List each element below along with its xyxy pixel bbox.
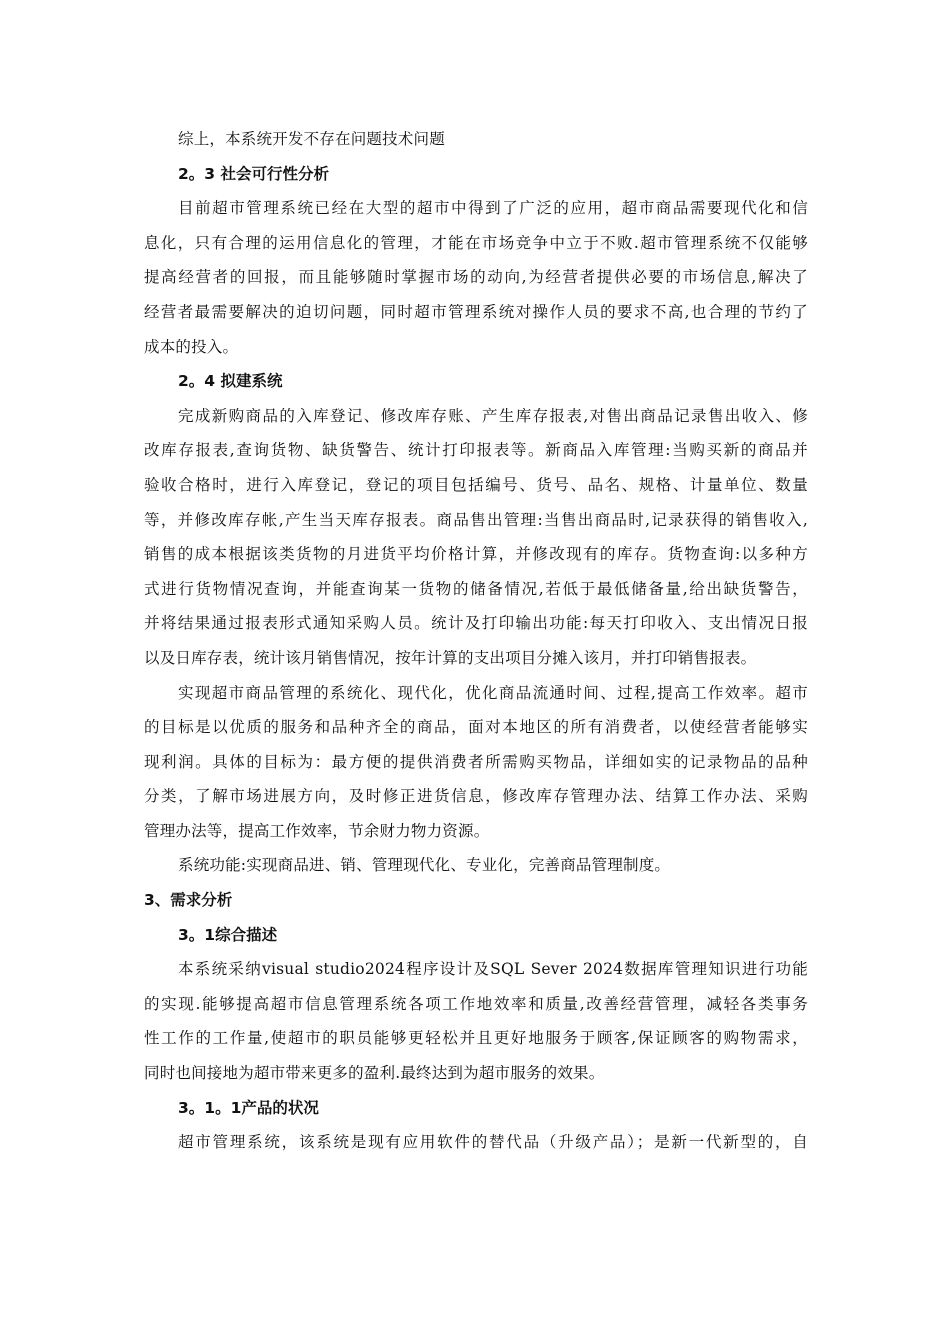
paragraph-line: 实现超市商品管理的系统化、现代化，优化商品流通时间、过程,提高工作效率。超市 — [178, 683, 808, 702]
document-body — [144, 122, 808, 1160]
paragraph-line: 销售的成本根据该类货物的月进货平均价格计算，并修改现有的库存。货物查询:以多种方 — [144, 545, 808, 564]
paragraph-line: 经营者最需要解决的迫切问题，同时超市管理系统对操作人员的要求不高,也合理的节约了 — [144, 302, 808, 321]
paragraph-line: 提高经营者的回报，而且能够随时掌握市场的动向,为经营者提供必要的市场信息,解决了 — [144, 268, 808, 287]
paragraph-line: 等，并修改库存帐,产生当天库存报表。商品售出管理:当售出商品时,记录获得的销售收入, — [144, 510, 808, 529]
paragraph — [144, 952, 808, 1090]
subsection-heading: 3。1。1产品的状况 — [178, 1098, 319, 1117]
paragraph-line: 的目标是以优质的服务和品种齐全的商品，面对本地区的所有消费者，以使经营者能够实 — [144, 718, 808, 737]
subsection-heading: 2。3 社会可行性分析 — [178, 164, 329, 183]
paragraph-line: 分类，了解市场进展方向，及时修正进货信息，修改库存管理办法、结算工作办法、采购 — [144, 787, 808, 806]
paragraph-line: 现利润。具体的目标为：最方便的提供消费者所需购买物品，详细如实的记录物品的品种 — [144, 752, 808, 771]
paragraph — [144, 191, 808, 364]
paragraph — [144, 399, 808, 676]
subsection-heading: 2。4 拟建系统 — [178, 372, 283, 391]
section-heading: 3、需求分析 — [144, 891, 233, 910]
paragraph-line: 并将结果通过报表形式通知采购人员。统计及打印输出功能:每天打印收入、支出情况日报 — [144, 614, 808, 633]
paragraph-line: 系统功能:实现商品进、销、管理现代化、专业化，完善商品管理制度。 — [178, 856, 671, 875]
paragraph-line: 验收合格时，进行入库登记，登记的项目包括编号、货号、品名、规格、计量单位、数量 — [144, 475, 808, 494]
paragraph-line: 综上，本系统开发不存在问题技术问题 — [178, 130, 445, 148]
paragraph — [144, 1125, 808, 1160]
paragraph-line: 管理办法等，提高工作效率，节余财力物力资源。 — [144, 821, 490, 840]
paragraph — [144, 122, 808, 157]
paragraph-line: 完成新购商品的入库登记、修改库存账、产生库存报表,对售出商品记录售出收入、修 — [178, 406, 808, 425]
paragraph-line: 同时也间接地为超市带来更多的盈利.最终达到为超市服务的效果。 — [144, 1064, 605, 1083]
paragraph-line: 目前超市管理系统已经在大型的超市中得到了广泛的应用，超市商品需要现代化和信 — [178, 199, 808, 218]
paragraph — [144, 848, 808, 883]
paragraph-line: 式进行货物情况查询，并能查询某一货物的储备情况,若低于最低储备量,给出缺货警告， — [144, 579, 808, 598]
paragraph-line: 以及日库存表，统计该月销售情况，按年计算的支出项目分摊入该月，并打印销售报表。 — [144, 648, 757, 667]
paragraph-line: 改库存报表,查询货物、缺货警告、统计打印报表等。新商品入库管理:当购买新的商品并 — [144, 441, 808, 460]
paragraph-line: 的实现.能够提高超市信息管理系统各项工作地效率和质量,改善经营管理，减轻各类事务 — [144, 994, 808, 1013]
paragraph-line: 成本的投入。 — [144, 337, 239, 356]
paragraph-line: 性工作的工作量,使超市的职员能够更轻松并且更好地服务于顾客,保证顾客的购物需求， — [144, 1029, 808, 1048]
paragraph-line: 超市管理系统，该系统是现有应用软件的替代品（升级产品）；是新一代新型的，自 — [178, 1133, 808, 1152]
paragraph-line: 息化，只有合理的运用信息化的管理，才能在市场竞争中立于不败.超市管理系统不仅能够 — [144, 233, 808, 252]
paragraph — [144, 676, 808, 849]
subsection-heading: 3。1综合描述 — [178, 925, 278, 944]
paragraph-line: 本系统采纳visual studio2024程序设计及SQL Sever 2024数据库管理知识进行功能 — [178, 960, 808, 979]
